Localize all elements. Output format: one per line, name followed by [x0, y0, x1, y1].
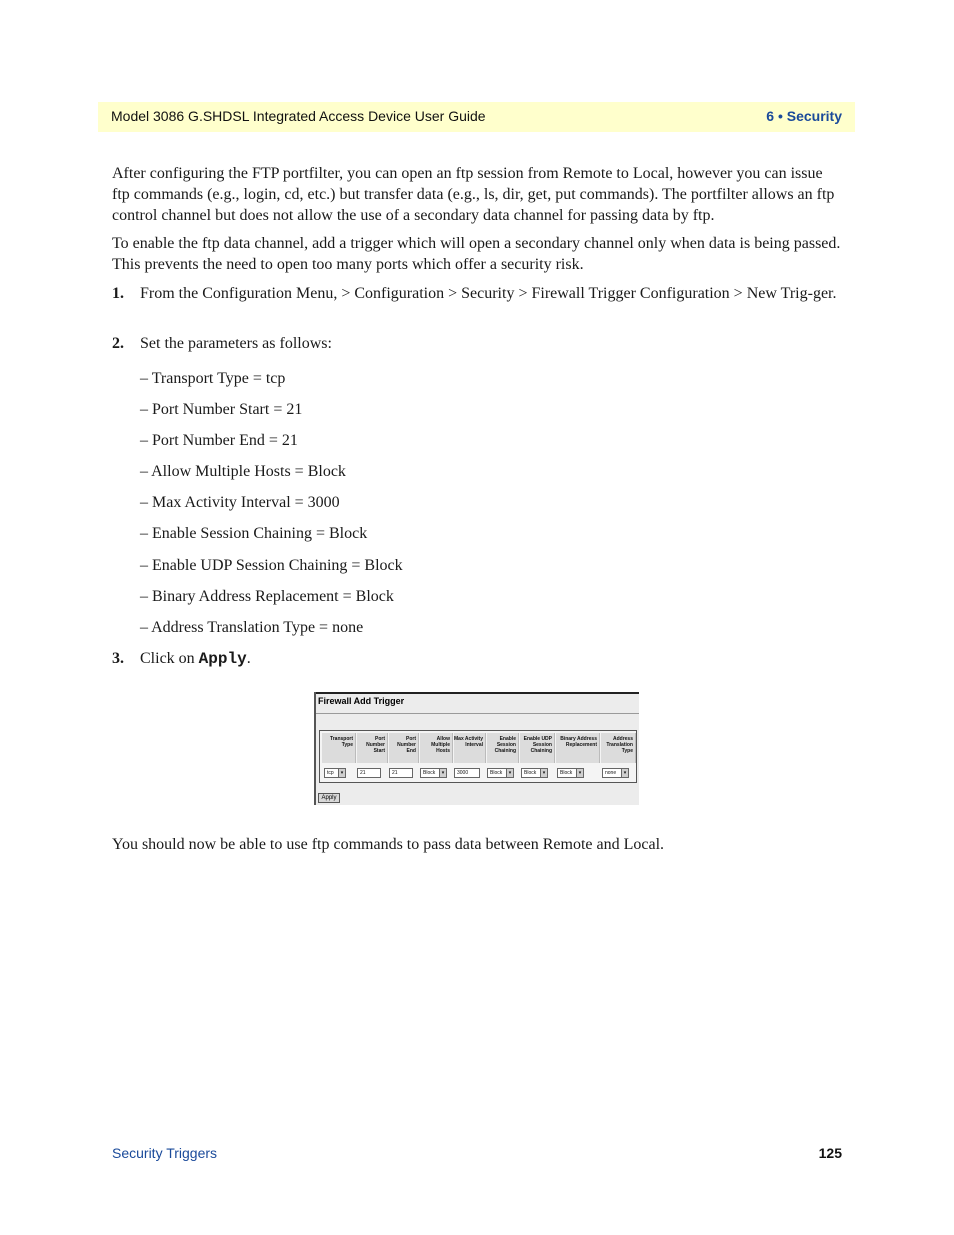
step-text-after: . [246, 650, 251, 667]
enable-session-chaining-select[interactable] [487, 768, 514, 778]
intro-paragraph: After configuring the FTP portfilter, you can open an ftp session from Remote to Local, however you can issue ftp commands (e.g., login, cd, etc.) but transfer data (e.g., ls, dir, get, put commands). The portfilter allows an ftp control channel but does not allow the use of a secondary data channel for passing data by ftp. [112, 165, 835, 224]
param-item: – Enable Session Chaining = Block [140, 525, 368, 542]
port-end-input[interactable]: 21 [389, 768, 413, 778]
transport-type-select[interactable] [324, 768, 346, 778]
firewall-add-trigger-screenshot [314, 692, 639, 805]
trigger-form-table [319, 730, 637, 783]
select-value: Block [423, 770, 436, 776]
column-header: Binary Address Replacement [556, 733, 600, 763]
column-header: Address Translation Type [601, 733, 636, 763]
select-value: Block [524, 770, 537, 776]
binary-address-replacement-select[interactable] [557, 768, 584, 778]
param-item: – Port Number End = 21 [140, 432, 298, 449]
max-activity-interval-input[interactable]: 3000 [454, 768, 480, 778]
column-header: Port Number End [389, 733, 419, 763]
figure-left-border [314, 692, 316, 805]
header-section: 6 • Security [766, 108, 842, 124]
chevron-down-icon: ▾ [576, 769, 583, 777]
param-item: – Allow Multiple Hosts = Block [140, 463, 346, 480]
chevron-down-icon: ▾ [506, 769, 513, 777]
param-item: – Address Translation Type = none [140, 619, 364, 636]
allow-multiple-hosts-select[interactable] [420, 768, 447, 778]
column-header: Transport Type [322, 733, 356, 763]
step-text: From the Configuration Menu, > Configuration > Security > Firewall Trigger Configuration > New Trig-ger. [140, 285, 837, 302]
select-value: none [605, 770, 617, 776]
trigger-paragraph: To enable the ftp data channel, add a trigger which will open a secondary channel only when data is being passed. This prevents the need to open too many ports which offer a security risk. [112, 235, 841, 273]
param-item: – Binary Address Replacement = Block [140, 588, 394, 605]
chevron-down-icon: ▾ [439, 769, 446, 777]
running-header [98, 102, 855, 132]
column-header: Enable Session Chaining [487, 733, 519, 763]
footer-section-title: Security Triggers [112, 1145, 218, 1161]
step-number: 3. [112, 650, 124, 667]
header-title: Model 3086 G.SHDSL Integrated Access Device User Guide [111, 108, 486, 124]
param-item: – Transport Type = tcp [140, 370, 286, 387]
param-item: – Max Activity Interval = 3000 [140, 494, 340, 511]
chevron-down-icon: ▾ [540, 769, 547, 777]
apply-code: Apply [198, 650, 247, 668]
step-text: Set the parameters as follows: [140, 335, 332, 352]
column-header: Max Activity Interval [454, 733, 486, 763]
address-translation-type-select[interactable] [602, 768, 629, 778]
step-number: 2. [112, 335, 124, 352]
figure-title: Firewall Add Trigger [318, 696, 405, 706]
column-header: Port Number Start [357, 733, 388, 763]
select-value: tcp [327, 770, 334, 776]
apply-button[interactable]: Apply [318, 793, 340, 803]
step-text [140, 648, 842, 670]
step-number: 1. [112, 285, 124, 302]
figure-top-border [314, 692, 639, 694]
port-start-input[interactable]: 21 [357, 768, 381, 778]
page-number: 125 [818, 1145, 842, 1161]
param-item: – Enable UDP Session Chaining = Block [140, 557, 403, 574]
step-text-before: Click on [140, 650, 199, 667]
closing-paragraph: You should now be able to use ftp commands to pass data between Remote and Local. [112, 836, 665, 853]
param-item: – Port Number Start = 21 [140, 401, 303, 418]
select-value: Block [560, 770, 573, 776]
column-header: Allow Multiple Hosts [420, 733, 453, 763]
chevron-down-icon: ▾ [338, 769, 345, 777]
chevron-down-icon: ▾ [621, 769, 628, 777]
select-value: Block [490, 770, 503, 776]
figure-divider [316, 713, 639, 714]
column-header: Enable UDP Session Chaining [520, 733, 555, 763]
enable-udp-session-chaining-select[interactable] [521, 768, 548, 778]
